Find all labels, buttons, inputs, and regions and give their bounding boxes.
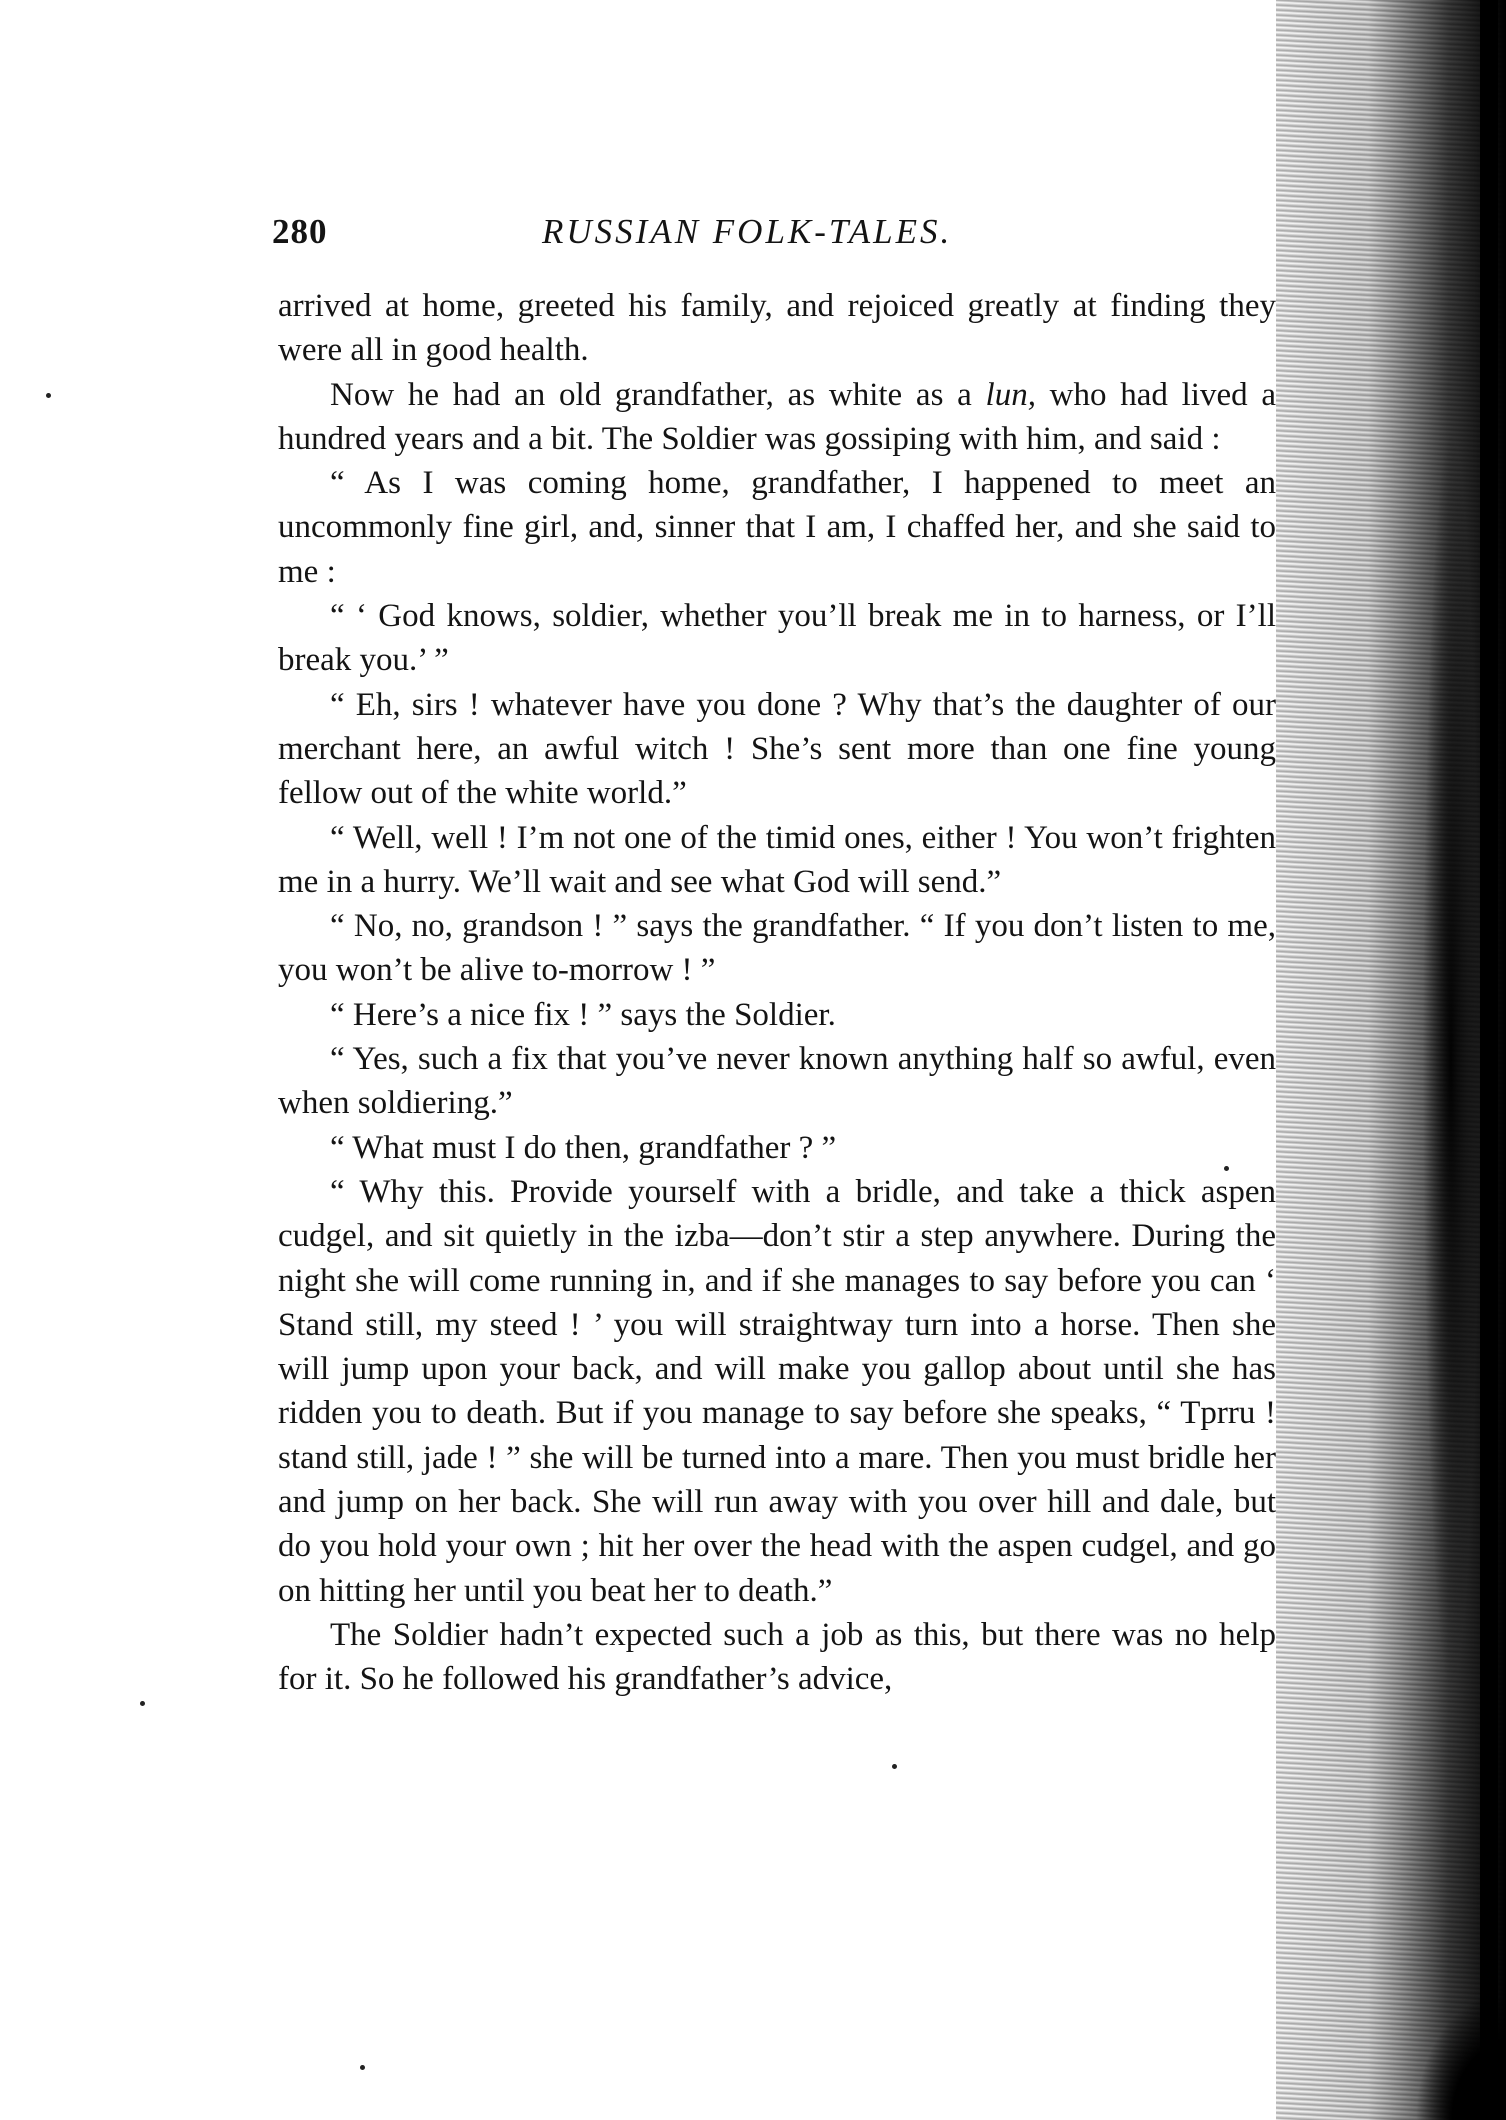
print-speck <box>892 1764 897 1769</box>
paragraph: The Soldier hadn’t expected such a job as this, but there was no help for it. So he followed his grandfather’s advice, <box>278 1616 1276 1698</box>
paragraph: “ Here’s a nice fix ! ” says the Soldier. <box>330 996 836 1033</box>
paragraph: “ As I was coming home, grandfather, I happened to meet an uncommonly fine girl, and, sinner that I am, I chaffed her, and she said to me : <box>278 465 1276 590</box>
binding-corner-shadow <box>1386 1950 1506 2120</box>
print-speck <box>360 2065 365 2070</box>
paragraph: Now he had an old grandfather, as white as a lun, who had lived a hundred years and a bit. The Soldier was gossiping with him, and said : <box>278 376 1276 457</box>
print-speck <box>1224 1166 1229 1171</box>
paragraph: “ Yes, such a fix that you’ve never known anything half so awful, even when soldiering.” <box>278 1041 1276 1122</box>
page-header <box>272 212 1277 272</box>
body-text <box>278 284 1276 1702</box>
binding-shadow <box>1276 0 1506 2120</box>
running-title: RUSSIAN FOLK-TALES. <box>542 212 953 251</box>
binding-edge <box>1480 0 1498 2120</box>
page-number: 280 <box>272 212 328 251</box>
paragraph: “ Why this. Provide yourself with a bridle, and take a thick aspen cudgel, and sit quietly in the izba—don’t stir a step anywhere. During the night she will come running in, and if she manages to say before you can ‘ Stand still, my steed ! ’ you will straightway turn into a horse. Then she will jump upon your back, and will make you gallop about until she has ridden you to death. But if you manage to say before she speaks, “ Tprru ! stand still, jade ! ” she will be turned into a mare. Then you must bridle her and jump on her back. She will run away with you over hill and dale, but do you hold your own ; hit her over the head with the aspen cudgel, and go on hitting her until you beat her to death.” <box>278 1173 1276 1609</box>
print-speck <box>46 393 51 398</box>
print-speck <box>140 1701 145 1706</box>
paragraph: “ What must I do then, grandfather ? ” <box>330 1129 837 1166</box>
paragraph: arrived at home, greeted his family, and rejoiced greatly at finding they were all in good health. <box>278 288 1276 369</box>
italic-word: lun, <box>985 376 1036 413</box>
paragraph: “ ‘ God knows, soldier, whether you’ll break me in to harness, or I’ll break you.’ ” <box>278 598 1276 679</box>
paragraph: “ Eh, sirs ! whatever have you done ? Why that’s the daughter of our merchant here, an awful witch ! She’s sent more than one fine young fellow out of the white world.” <box>278 686 1276 812</box>
paragraph: “ Well, well ! I’m not one of the timid ones, either ! You won’t frighten me in a hurry. We’ll wait and see what God will send.” <box>278 819 1276 900</box>
paragraph: “ No, no, grandson ! ” says the grandfather. “ If you don’t listen to me, you won’t be alive to-morrow ! ” <box>278 908 1276 989</box>
